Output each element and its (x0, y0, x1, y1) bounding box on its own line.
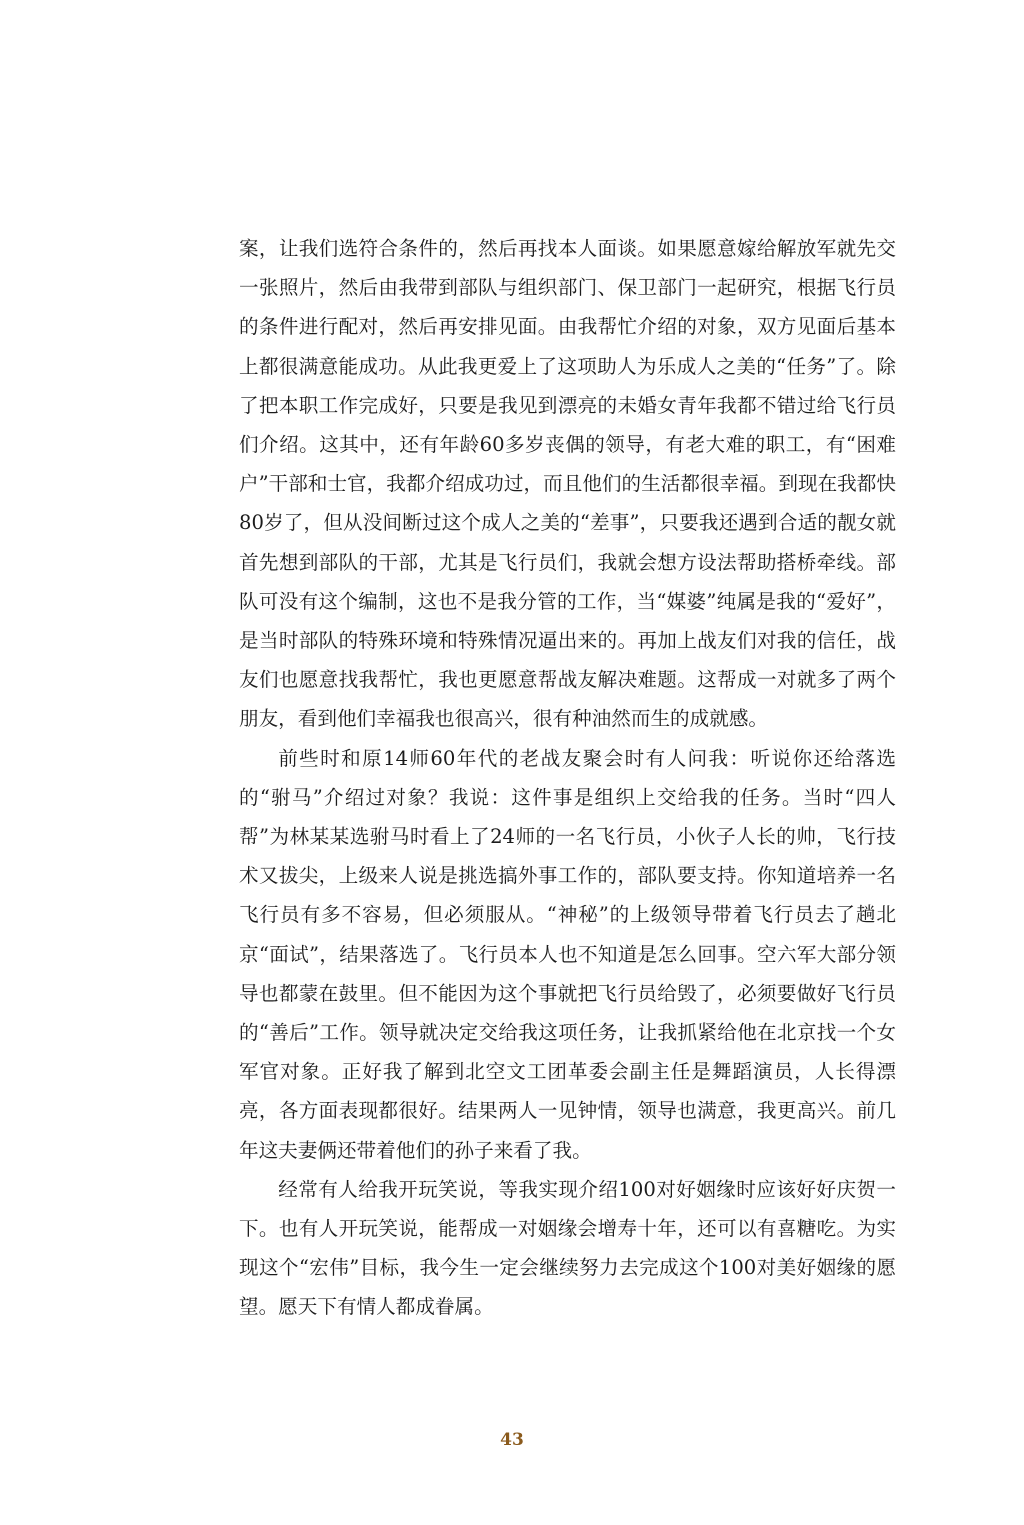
main-text (239, 229, 896, 1327)
page-number: 43 (500, 1430, 524, 1450)
paragraph-2: 前些时和原14师60年代的老战友聚会时有人问我：听说你还给落选的“驸马”介绍过对象？我说：这件事是组织上交给我的任务。当时“四人帮”为林某某选驸马时看上了24师的一名飞行员，小伙子人长的帅，飞行技术又拔尖，上级来人说是挑选搞外事工作的，部队要支持。你知道培养一名飞行员有多不容易，但必须服从。“神秘”的上级领导带着飞行员去了趟北京“面试”，结果落选了。飞行员本人也不知道是怎么回事。空六军大部分领导也都蒙在鼓里。但不能因为这个事就把飞行员给毁了，必须要做好飞行员的“善后”工作。领导就决定交给我这项任务，让我抓紧给他在北京找一个女军官对象。正好我了解到北空文工团革委会副主任是舞蹈演员，人长得漂亮，各方面表现都很好。结果两人一见钟情，领导也满意，我更高兴。前几年这夫妻俩还带着他们的孙子来看了我。 (239, 746, 896, 1162)
paragraph-3: 经常有人给我开玩笑说，等我实现介绍100对好姻缘时应该好好庆贺一下。也有人开玩笑说，能帮成一对姻缘会增寿十年，还可以有喜糖吃。为实现这个“宏伟”目标，我今生一定会继续努力去完成这个100对美好姻缘的愿望。愿天下有情人都成眷属。 (239, 1177, 896, 1319)
paragraph-1: 案，让我们选符合条件的，然后再找本人面谈。如果愿意嫁给解放军就先交一张照片，然后由我带到部队与组织部门、保卫部门一起研究，根据飞行员的条件进行配对，然后再安排见面。由我帮忙介绍的对象，双方见面后基本上都很满意能成功。从此我更爱上了这项助人为乐成人之美的“任务”了。除了把本职工作完成好，只要是我见到漂亮的未婚女青年我都不错过给飞行员们介绍。这其中，还有年龄60多岁丧偶的领导，有老大难的职工，有“困难户”干部和士官，我都介绍成功过，而且他们的生活都很幸福。到现在我都快80岁了，但从没间断过这个成人之美的“差事”，只要我还遇到合适的靓女就首先想到部队的干部，尤其是飞行员们，我就会想方设法帮助搭桥牵线。部队可没有这个编制，这也不是我分管的工作，当“媒婆”纯属是我的“爱好”，是当时部队的特殊环境和特殊情况逼出来的。再加上战友们对我的信任，战友们也愿意找我帮忙，我也更愿意帮战友解决难题。这帮成一对就多了两个朋友，看到他们幸福我也很高兴，很有种油然而生的成就感。 (239, 237, 896, 731)
